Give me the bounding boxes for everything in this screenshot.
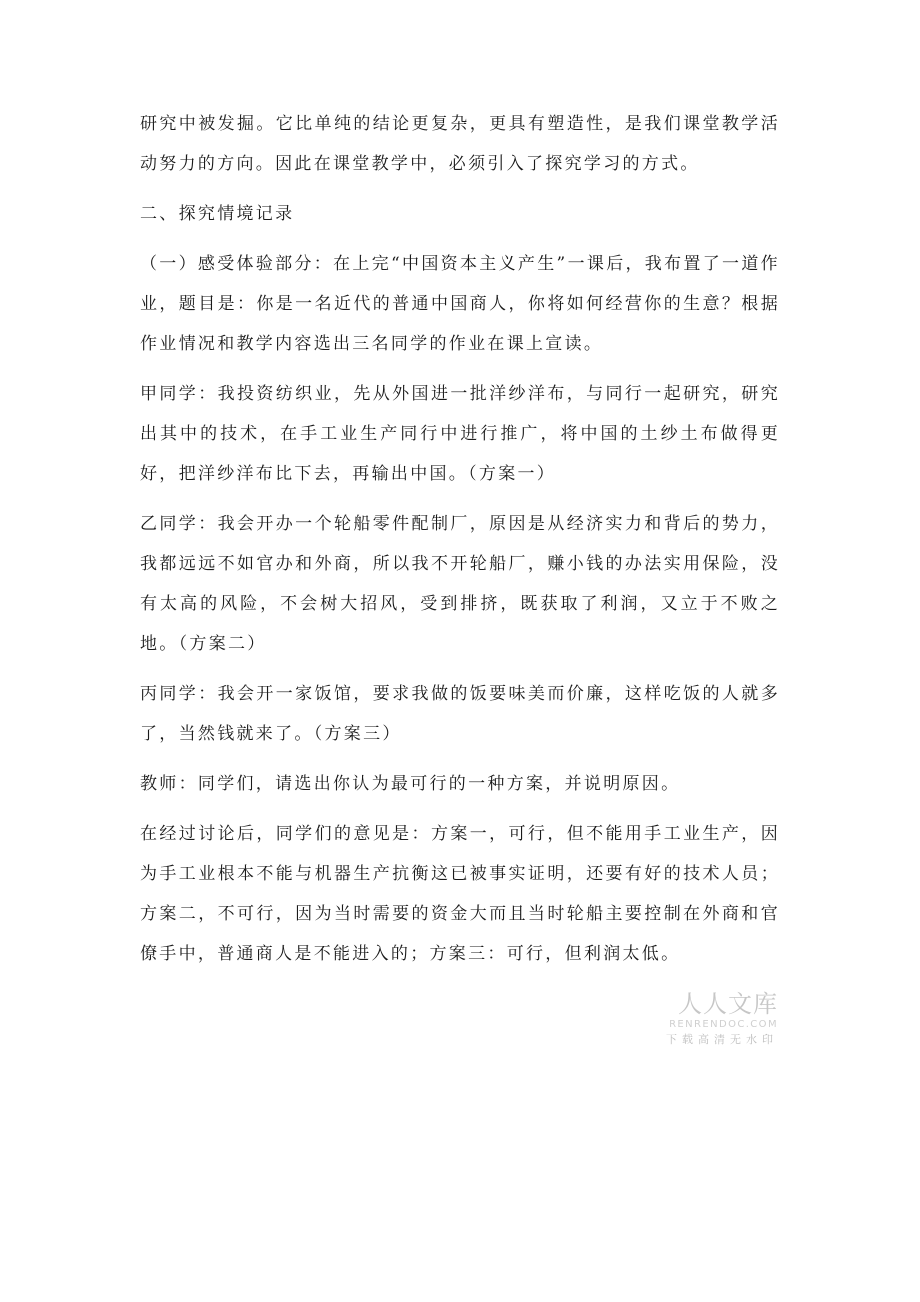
paragraph-discussion: 在经过讨论后，同学们的意见是：方案一，可行，但不能用手工业生产，因为手工业根本不能与机器生产抗衡这已被事实证明，还要有好的技术人员；方案二，不可行，因为当时需要的资金大而且当时轮船主要控制在外商和官僚手中，普通商人是不能进入的；方案三：可行，但利润太低。 xyxy=(140,824,780,964)
paragraph-student-a: 甲同学：我投资纺织业，先从外国进一批洋纱洋布，与同行一起研究，研究出其中的技术，在手工业生产同行中进行推广，将中国的土纱土布做得更好，把洋纱洋布比下去，再输出中国。（方案一） xyxy=(140,384,780,484)
paragraph-teacher: 教师：同学们，请选出你认为最可行的一种方案，并说明原因。 xyxy=(140,774,681,794)
watermark xyxy=(648,990,778,1048)
paragraph-student-b: 乙同学：我会开办一个轮船零件配制厂，原因是从经济实力和背后的势力，我都远远不如官办和外商，所以我不开轮船厂，赚小钱的办法实用保险，没有太高的风险，不会树大招风，受到排挤，既获取了利润，又立于不败之地。（方案二） xyxy=(140,514,780,654)
section-heading: 二、探究情境记录 xyxy=(140,204,295,224)
document-body xyxy=(140,104,780,974)
paragraph-continuation: 研究中被发掘。它比单纯的结论更复杂，更具有塑造性，是我们课堂教学活动努力的方向。因此在课堂教学中，必须引入了探究学习的方式。 xyxy=(140,114,780,174)
watermark-url: RENRENDOC.COM xyxy=(669,1019,778,1030)
paragraph-homework-intro: （一）感受体验部分：在上完“中国资本主义产生”一课后，我布置了一道作业，题目是：你是一名近代的普通中国商人，你将如何经营你的生意？根据作业情况和教学内容选出三名同学的作业在课上宣读。 xyxy=(140,254,780,354)
paragraph-student-c: 丙同学：我会开一家饭馆，要求我做的饭要味美而价廉，这样吃饭的人就多了，当然钱就来了。（方案三） xyxy=(140,684,780,744)
watermark-title: 人人文库 xyxy=(678,990,778,1018)
watermark-tagline: 下载高清无水印 xyxy=(666,1033,778,1046)
